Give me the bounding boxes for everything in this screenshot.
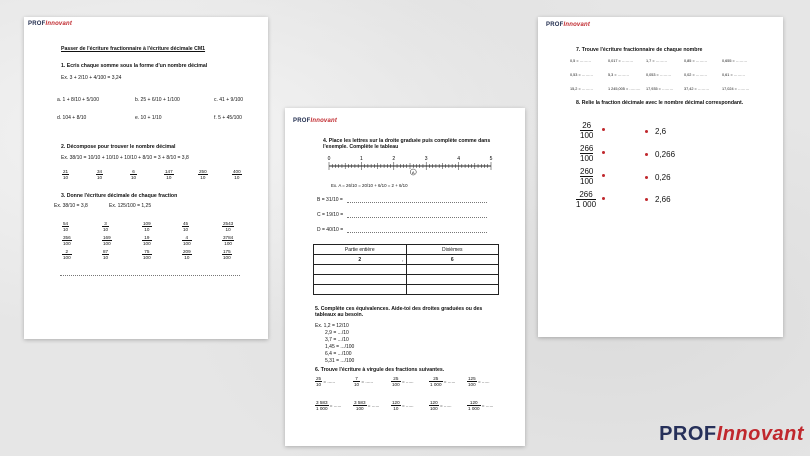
question-6: 6. Trouve l'écriture à virgule des fractions suivantes.: [315, 367, 445, 373]
fraction-item: $\frac{125}{100}$ = ......: [468, 376, 490, 387]
fraction: $\frac{25}{100}$: [392, 376, 400, 387]
fraction-item: $\frac{120}{100}$ = ......: [430, 400, 452, 411]
answer-line: [347, 217, 487, 218]
q1-item: c. 41 + 9/100: [214, 97, 244, 103]
fraction: $\frac{400}{10}$: [233, 169, 241, 180]
tick-label: 2: [392, 156, 396, 162]
fraction-item: [198, 169, 208, 180]
table-cell: [406, 275, 499, 285]
question-1: 1. Ecris chaque somme sous la forme d'un nombre décimal: [61, 63, 208, 69]
q7-item: 0,017 = ………: [608, 59, 634, 63]
table-cell: [314, 265, 407, 275]
fraction-item: $\frac{7}{10}$ = ......: [354, 376, 374, 387]
q5-item: 5,31 = .../100: [325, 358, 355, 364]
fraction-item: $\frac{120}{10}$ = ......: [392, 400, 414, 411]
fraction: $\frac{120}{10}$: [392, 400, 400, 411]
q7-item: 17,935 = ………: [646, 87, 674, 91]
fraction-266-100: 266 100: [580, 144, 594, 163]
fraction: $\frac{120}{100}$: [430, 400, 438, 411]
table-header-tenths: Dixièmes: [406, 245, 499, 255]
fraction-item: $\frac{25}{1 000}$ = ......: [430, 376, 456, 387]
fraction: $\frac{19}{100}$: [143, 235, 151, 247]
link-dot[interactable]: [602, 197, 605, 200]
page-logo: PROFInnovant: [28, 21, 73, 27]
q4-example: Ex. A = 26/10 = 20/10 + 6/10 = 2 + 6/10: [331, 183, 408, 188]
q7-grid: [542, 59, 778, 99]
link-dot[interactable]: [602, 174, 605, 177]
question-8: 8. Relie la fraction décimale avec le nombre décimal correspondant.: [576, 100, 744, 106]
link-dot[interactable]: [645, 130, 648, 133]
fraction-item: $\frac{25}{100}$ = ......: [392, 376, 414, 387]
table-cell: [406, 285, 499, 295]
q1-item: a. 1 + 8/10 + 5/100: [57, 97, 99, 103]
fraction-item: [102, 246, 109, 264]
fraction: $\frac{125}{100}$: [468, 376, 476, 387]
q3-fraction-grid: [62, 218, 252, 266]
decimal-value: 2,6: [655, 127, 667, 136]
place-value-table: [313, 244, 499, 295]
question-7: 7. Trouve l'écriture fractionnaire de chaque nombre: [576, 47, 703, 53]
table-header-whole: Partie entière: [314, 245, 407, 255]
fraction-item: [232, 169, 242, 180]
q5-item: 6,4 = .../100: [325, 351, 352, 357]
fraction-item: [182, 246, 192, 264]
q4-row-c: C = 19/10 =: [317, 212, 344, 218]
fraction: $\frac{21}{10}$: [63, 169, 69, 180]
fraction: $\frac{45}{10}$: [183, 221, 189, 233]
q1-item: e. 10 + 1/10: [135, 115, 162, 121]
tick-label: 3: [424, 156, 428, 162]
answer-line: [347, 202, 487, 203]
fraction-260-100: 260 100: [580, 167, 594, 186]
q5-item: 3,7 = .../10: [325, 337, 349, 343]
fraction: $\frac{3 583}{100}$: [354, 400, 366, 411]
page-title: Passer de l'écriture fractionnaire à l'écriture décimale CM1: [61, 46, 206, 52]
fraction: $\frac{109}{10}$: [143, 221, 151, 233]
fraction: $\frac{209}{10}$: [183, 249, 191, 261]
table-cell: [406, 265, 499, 275]
fraction-item: [222, 246, 232, 264]
tick-label: 1: [360, 156, 363, 162]
q2-fraction-row: [62, 169, 252, 183]
answer-line: [347, 232, 487, 233]
worksheet-page-3: [538, 17, 783, 337]
fraction: $\frac{7}{10}$: [354, 376, 360, 387]
fraction-item: [62, 169, 69, 180]
q7-item: 1,7 = ………: [646, 59, 667, 63]
fraction-item: $\frac{3 583}{1 000}$ = ......: [316, 400, 342, 411]
fraction-item: [142, 246, 152, 264]
q4-row-d: D = 40/10 =: [317, 227, 344, 233]
fraction: $\frac{54}{10}$: [63, 221, 69, 233]
fraction: $\frac{169}{100}$: [103, 235, 111, 247]
table-cell: [314, 285, 407, 295]
link-dot[interactable]: [602, 128, 605, 131]
link-dot[interactable]: [645, 176, 648, 179]
q7-item: 15,2 = ………: [570, 87, 594, 91]
fraction: $\frac{3 583}{1 000}$: [316, 400, 328, 411]
question-5: 5. Complète ces équivalences. Aide-toi des droites graduées ou des tableaux au besoin.: [315, 306, 483, 318]
tick-label: 0: [327, 156, 331, 162]
link-dot[interactable]: [602, 151, 605, 154]
link-dot[interactable]: [645, 153, 648, 156]
fraction: $\frac{175}{100}$: [223, 249, 231, 261]
table-cell: [314, 275, 407, 285]
table-cell: 2 ,: [314, 255, 407, 265]
q4-row-b: B = 31/10 =: [317, 197, 343, 203]
fraction: $\frac{87}{10}$: [103, 249, 109, 261]
q7-item: 0,655 = ………: [722, 59, 748, 63]
fraction: $\frac{4}{100}$: [183, 235, 191, 247]
q7-item: 0,85 = ………: [684, 59, 708, 63]
fraction-item: $\frac{120}{1 000}$ = ......: [468, 400, 494, 411]
q6-row-1: [315, 376, 515, 390]
worksheet-page-2: [285, 108, 525, 446]
page-logo: PROFInnovant: [546, 22, 591, 28]
worksheet-page-1: [24, 17, 268, 339]
decimal-value: 2,66: [655, 195, 671, 204]
q2-example: Ex. 38/10 = 10/10 + 10/10 + 10/10 + 8/10 = 3 + 8/10 = 3,8: [61, 155, 189, 161]
q7-item: 0,5 = ………: [570, 59, 591, 63]
point-label: A: [411, 170, 415, 175]
question-2: 2. Décompose pour trouver le nombre décimal: [61, 144, 176, 150]
fraction: $\frac{6}{10}$: [131, 169, 137, 180]
q7-item: 1 245,005 = ………: [608, 87, 641, 91]
answer-line: [60, 275, 240, 276]
fraction-item: $\frac{3 583}{100}$ = ......: [354, 400, 380, 411]
q3-example-2: Ex. 125/100 = 1,25: [109, 203, 152, 209]
fraction: $\frac{34}{10}$: [97, 169, 103, 180]
fraction: $\frac{2}{100}$: [63, 249, 71, 261]
page-logo: PROFInnovant: [293, 118, 338, 124]
tick-label: 5: [489, 156, 493, 162]
fraction: $\frac{3}{10}$: [103, 221, 109, 233]
fraction: $\frac{25}{10}$: [316, 376, 322, 387]
q7-item: 0,61 = ………: [722, 73, 746, 77]
q3-example-1: Ex. 38/10 = 3,8: [54, 203, 88, 209]
q5-item: 2,9 = .../10: [325, 330, 349, 336]
q1-item: f. 5 + 45/100: [214, 115, 242, 121]
fraction-item: [96, 169, 103, 180]
fraction-item: [130, 169, 137, 180]
fraction: $\frac{75}{100}$: [143, 249, 151, 261]
fraction-item: [62, 246, 72, 264]
tick-label: 4: [457, 156, 460, 162]
q5-item: 1,45 = .../100: [325, 344, 355, 350]
q5-example: Ex. 1,2 = 12/10: [315, 323, 349, 329]
fraction: $\frac{120}{1 000}$: [468, 400, 480, 411]
q7-item: 0,53 = ………: [570, 73, 594, 77]
question-4: 4. Place les lettres sur la droite graduée puis complète comme dans l'exemple. Complète le tableau: [323, 138, 491, 150]
fraction: $\frac{2543}{10}$: [223, 221, 234, 233]
brand-logo: PROFInnovant: [659, 423, 804, 445]
fraction: $\frac{356}{100}$: [63, 235, 71, 247]
q7-item: 0,02 = ………: [684, 73, 708, 77]
fraction: $\frac{147}{10}$: [165, 169, 173, 180]
table-cell: 6: [406, 255, 499, 265]
fraction-item: $\frac{25}{10}$ = ......: [316, 376, 336, 387]
fraction: $\frac{25}{1 000}$: [430, 376, 442, 387]
q6-row-2: [315, 400, 515, 414]
fraction-266-1000: 266 1 000: [576, 190, 597, 209]
q1-example: Ex. 3 + 2/10 + 4/100 = 3,24: [61, 75, 122, 81]
q7-item: 37,42 = ………: [684, 87, 710, 91]
decimal-value: 0,266: [655, 150, 676, 159]
q7-item: 5,3 = ………: [608, 73, 629, 77]
q7-item: 17,024 = ………: [722, 87, 750, 91]
fraction: $\frac{250}{10}$: [199, 169, 207, 180]
fraction-item: [164, 169, 174, 180]
question-3: 3. Donne l'écriture décimale de chaque fraction: [61, 193, 178, 199]
fraction: $\frac{3784}{100}$: [223, 235, 234, 247]
number-line: [325, 154, 495, 176]
q1-item: d. 104 + 8/10: [57, 115, 87, 121]
q1-item: b. 25 + 6/10 + 1/100: [135, 97, 180, 103]
fraction-26-100: 26 100: [580, 121, 594, 140]
q7-item: 0,053 = ………: [646, 73, 672, 77]
decimal-value: 0,26: [655, 173, 671, 182]
link-dot[interactable]: [645, 198, 648, 201]
